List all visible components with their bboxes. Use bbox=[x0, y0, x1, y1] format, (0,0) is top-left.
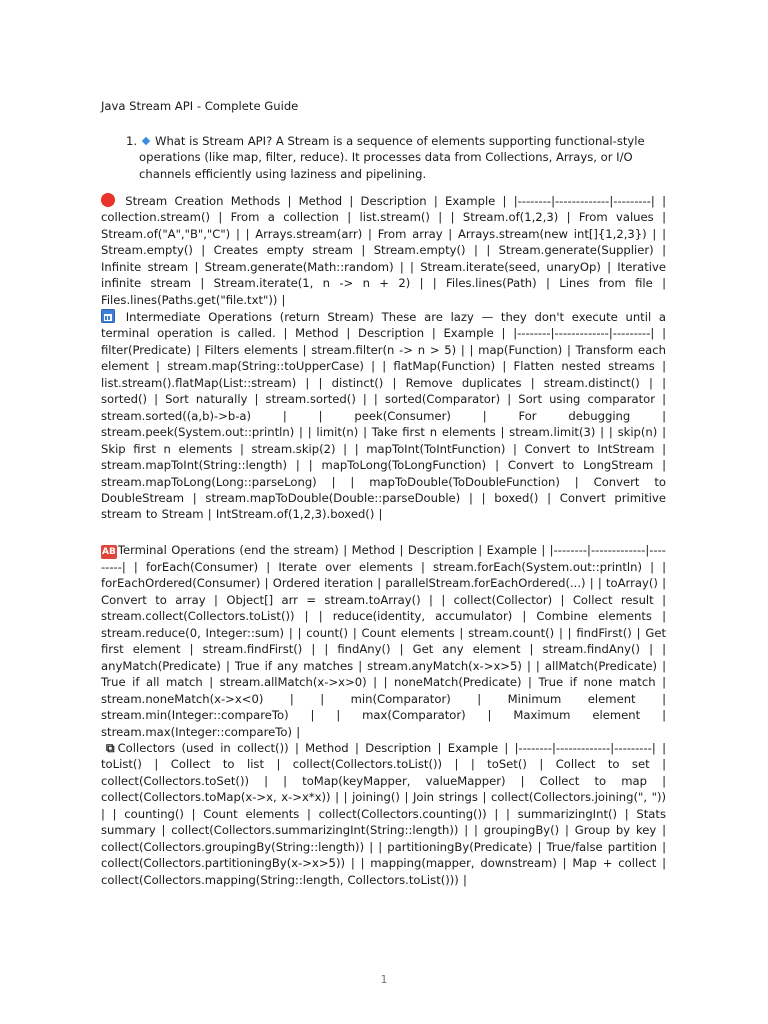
blue-diamond-icon bbox=[142, 137, 150, 145]
section-text: Terminal Operations (end the stream) | Method | Description | Example | |--------|-------------|---------| | forEach(Consumer) | Iterate over elements | stream.forEach(System.out::println) | | forEachOrdered(Consumer) | Ordered iteration | parallelStream.forEachOrdered(...) | | toArray() | Convert to array | Object[] arr = stream.toArray() | | collect(Collector) | Collect result | stream.collect(Collectors.toList()) | | reduce(identity, accumulator) | Combine elements | stream.reduce(0, Integer::sum) | | count() | Count elements | stream.count() | | findFirst() | Get first element | stream.findFirst() | | findAny() | Get any element | stream.findAny() | | anyMatch(Predicate) | True if any matches | stream.anyMatch(x->x>5) | | allMatch(Predicate) | True if all match | stream.allMatch(x->x>0) | | noneMatch(Predicate) | True if none match | stream.noneMatch(x->x<0) | | min(Comparator) | Minimum element | stream.min(Integer::compareTo) | | max(Comparator) | Maximum element | stream.max(Integer::compareTo) | bbox=[101, 543, 666, 739]
document-title: Java Stream API - Complete Guide bbox=[101, 99, 299, 113]
section-stream-creation bbox=[101, 193, 666, 308]
section-intermediate-operations bbox=[101, 309, 666, 523]
intro-list-item bbox=[101, 133, 666, 182]
red-circle-icon bbox=[101, 193, 115, 207]
section-collectors bbox=[101, 740, 666, 888]
intro-text: What is Stream API? A Stream is a sequence of elements supporting functional-style operations (like map, filter, reduce). It processes data from Collections, Arrays, or I/O channels efficiently using laziness and pipelining. bbox=[139, 134, 645, 181]
intro-paragraph bbox=[139, 133, 666, 182]
calendar-icon bbox=[101, 309, 115, 323]
ab-letters-icon: AB bbox=[102, 547, 116, 557]
page-number: 1 bbox=[380, 973, 388, 986]
section-text: Stream Creation Methods | Method | Description | Example | |--------|-------------|---------| | collection.stream() | From a collection | list.stream() | | Stream.of(1,2,3) | From values | Stream.of("A","B","C") | | Arrays.stream(arr) | From array | Arrays.stream(new int[]{1,2,3}) | | Stream.empty() | Creates empty stream | Stream.empty() | | Stream.generate(Supplier) | Infinite stream | Stream.generate(Math::random) | | Stream.iterate(seed, unaryOp) | Iterative infinite stream | Stream.iterate(1, n -> n + 2) | | Files.lines(Path) | Lines from file | Files.lines(Paths.get("file.txt")) | bbox=[101, 194, 666, 307]
section-text: Intermediate Operations (return Stream) These are lazy — they don't execute until a terminal operation is called. | Method | Description | Example | |--------|-------------|---------| | filter(Predicate) | Filters elements | stream.filter(n -> n > 5) | | map(Function) | Transform each element | stream.map(String::toUpperCase) | | flatMap(Function) | Flatten nested streams | list.stream().flatMap(List::stream) | | distinct() | Remove duplicates | stream.distinct() | | sorted() | Sort naturally | stream.sorted() | | sorted(Comparator) | Sort using comparator | stream.sorted((a,b)->b-a) | | peek(Consumer) | For debugging | stream.peek(System.out::println) | | limit(n) | Take first n elements | stream.limit(3) | | skip(n) | Skip first n elements | stream.skip(2) | | mapToInt(ToIntFunction) | Convert to IntStream | stream.mapToInt(String::length) | | mapToLong(ToLongFunction) | Convert to LongStream | stream.mapToLong(Long::parseLong) | | mapToDouble(ToDoubleFunction) | Convert to DoubleStream | stream.mapToDouble(Double::parseDouble) | | boxed() | Convert primitive stream to Stream | IntStream.of(1,2,3).boxed() | bbox=[101, 310, 666, 522]
section-terminal-operations bbox=[101, 542, 666, 740]
list-number: 1. bbox=[126, 134, 138, 148]
link-icon: ⧉ bbox=[106, 741, 115, 755]
section-text: Collectors (used in collect()) | Method | Description | Example | |--------|-------------|---------| | toList() | Collect to list | collect(Collectors.toList()) | | toSet() | Collect to set | collect(Collectors.toSet()) | | toMap(keyMapper, valueMapper) | Collect to map | collect(Collectors.toMap(x->x, x->x*x)) | | joining() | Join strings | collect(Collectors.joining(", ")) | | counting() | Count elements | collect(Collectors.counting()) | | summarizingInt() | Stats summary | collect(Collectors.summarizingInt(String::length)) | | groupingBy() | Group by key | collect(Collectors.groupingBy(String::length)) | | partitioningBy(Predicate) | True/false partition | collect(Collectors.partitioningBy(x->x>5)) | | mapping(mapper, downstream) | Map + collect | collect(Collectors.mapping(String::length, Collectors.toList())) | bbox=[101, 741, 666, 887]
